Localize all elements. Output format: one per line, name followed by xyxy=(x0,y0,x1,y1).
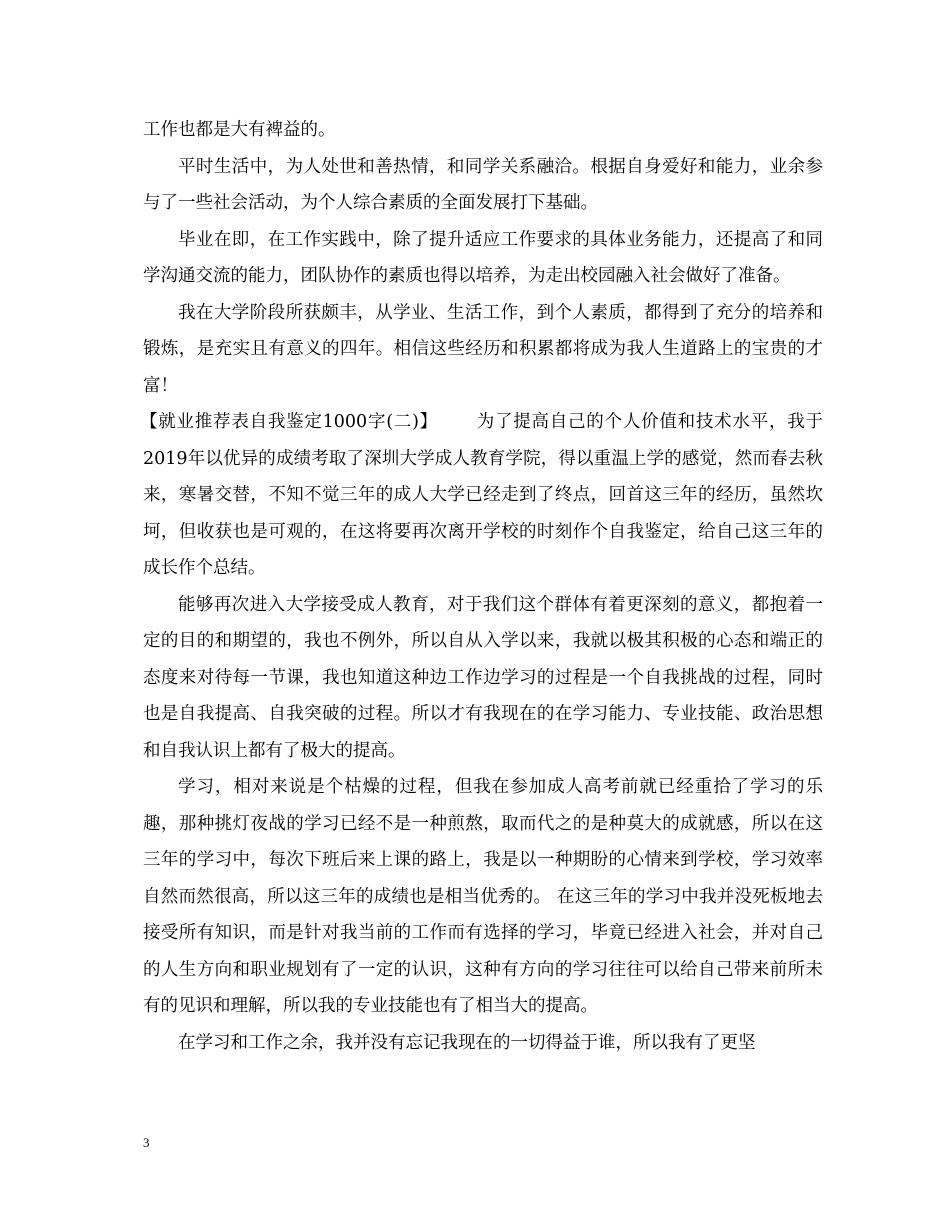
page-number: 3 xyxy=(143,1135,150,1150)
section-first-paragraph: 为了提高自己的个人价值和技术水平，我于2019年以优异的成绩考取了深圳大学成人教育学院，得以重温上学的感觉，然而春去秋来，寒暑交替，不知不觉三年的成人大学已经走到了终点，回首这三年的经历，虽然坎坷，但收获也是可观的，在这将要再次离开学校的时刻作个自我鉴定，给自己这三年的成长作个总结。 xyxy=(143,412,823,578)
paragraph-graduation: 毕业在即，在工作实践中，除了提升适应工作要求的具体业务能力，还提高了和同学沟通交流的能力，团队协作的素质也得以培养，为走出校园融入社会做好了准备。 xyxy=(143,229,823,286)
paragraph-learning: 学习，相对来说是个枯燥的过程，但我在参加成人高考前就已经重拾了学习的乐趣，那种挑灯夜战的学习已经不是一种煎熬，取而代之的是种莫大的成就感，所以在这三年的学习中，每次下班后来上课的路上，我是以一种期盼的心情来到学校，学习效率自然而然很高，所以这三年的成绩也是相当优秀的。 在这三年的学习中我并没死板地去接受所有知识，而是针对我当前的工作而有选择的学习，毕竟已经进入社会，并对自己的人生方向和职业规划有了一定的认识，这种有方向的学习往往可以给自己带来前所未有的见识和理解，所以我的专业技能也有了相当大的提高。 xyxy=(143,777,823,1016)
section-two-paragraph xyxy=(140,404,823,587)
paragraph-continuation: 工作也都是大有裨益的。 xyxy=(143,120,336,140)
paragraph-gratitude: 在学习和工作之余，我并没有忘记我现在的一切得益于谁，所以我有了更坚 xyxy=(178,1032,756,1053)
section-heading: 【就业推荐表自我鉴定1000字(二)】 xyxy=(140,412,438,432)
document-body xyxy=(140,112,823,1061)
paragraph-university-gains: 我在大学阶段所获颇丰，从学业、生活工作，到个人素质，都得到了充分的培养和锻炼，是充实且有意义的四年。相信这些经历和积累都将成为我人生道路上的宝贵的才富！ xyxy=(143,302,823,396)
paragraph-adult-education: 能够再次进入大学接受成人教育，对于我们这个群体有着更深刻的意义，都抱着一定的目的和期望的，我也不例外，所以自从入学以来，我就以极其积极的心态和端正的态度来对待每一节课，我也知道这种边工作边学习的过程是一个自我挑战的过程，同时也是自我提高、自我突破的过程。所以才有我现在的在学习能力、专业技能、政治思想和自我认识上都有了极大的提高。 xyxy=(143,594,823,761)
paragraph-social-life: 平时生活中，为人处世和善热情，和同学关系融洽。根据自身爱好和能力，业余参与了一些社会活动，为个人综合素质的全面发展打下基础。 xyxy=(143,156,823,213)
